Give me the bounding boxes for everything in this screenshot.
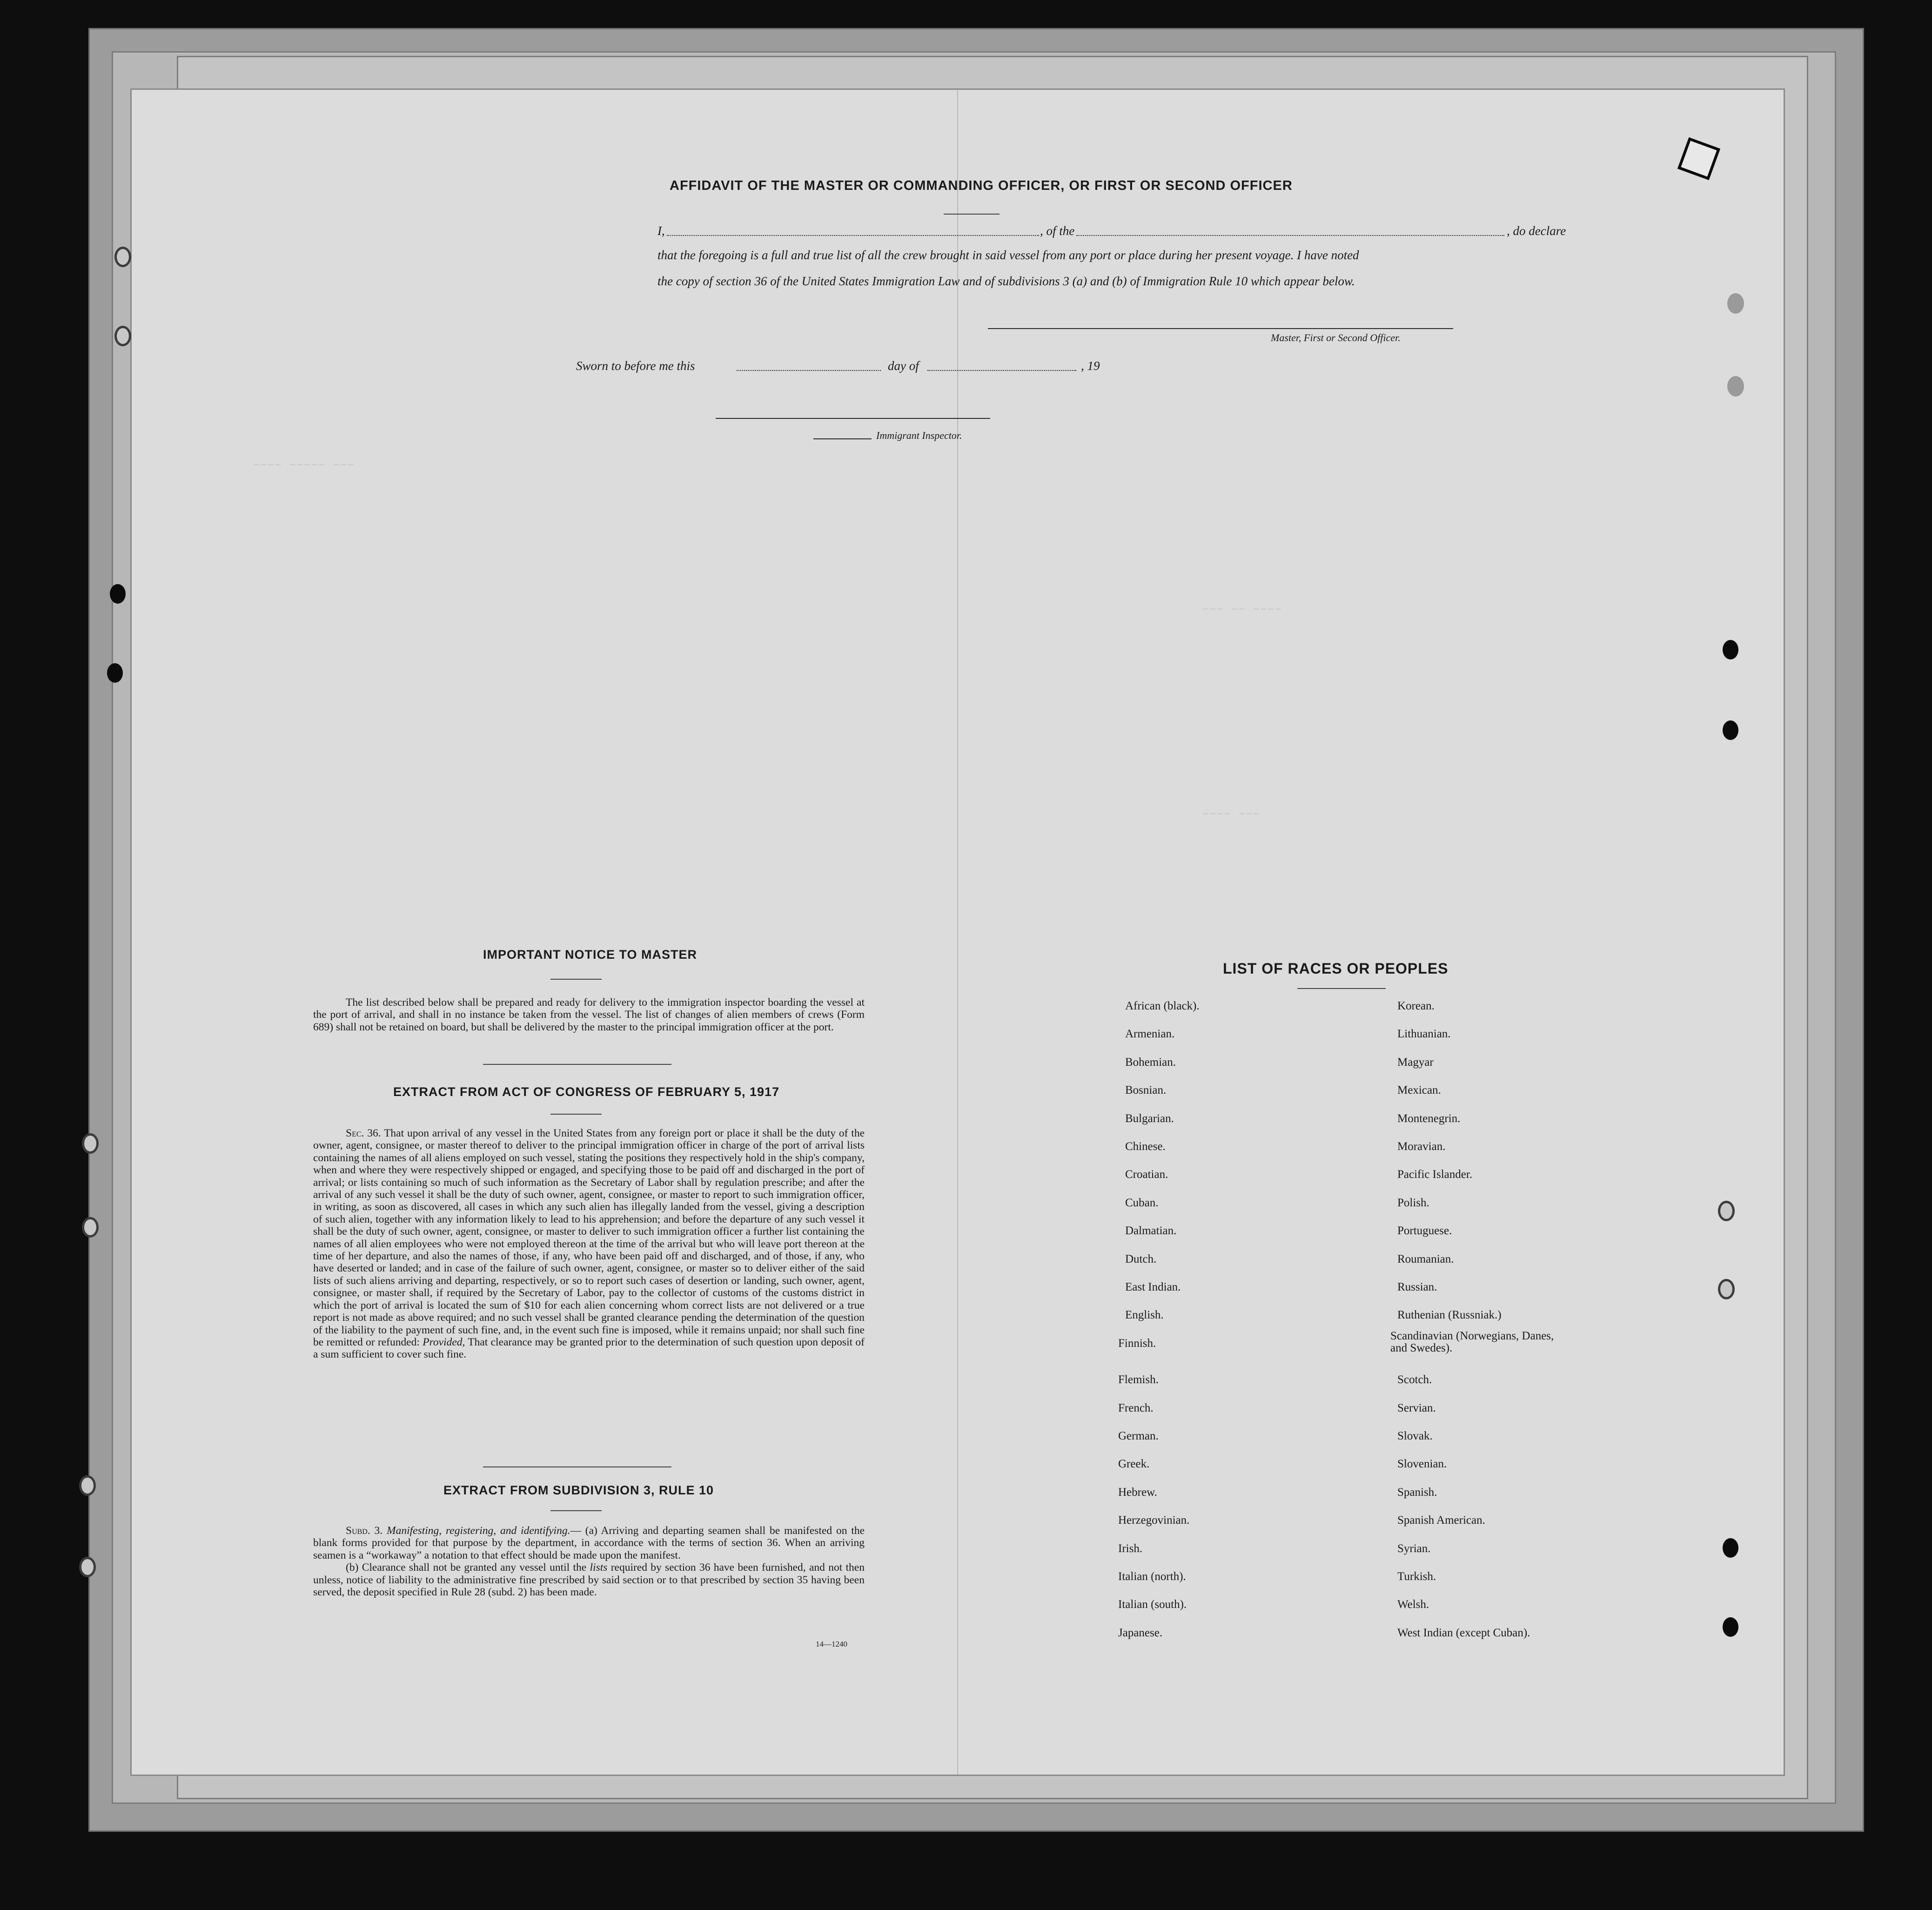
inspector-signature-line[interactable] bbox=[716, 418, 990, 419]
race-item: Bohemian. bbox=[1125, 1056, 1176, 1069]
race-item: Mexican. bbox=[1397, 1084, 1441, 1097]
declaration-row bbox=[657, 224, 1583, 242]
punch-hole bbox=[114, 326, 131, 346]
sworn-year-label: , 19 bbox=[1081, 359, 1100, 373]
punch-hole bbox=[114, 247, 131, 267]
race-item: Hebrew. bbox=[1118, 1486, 1157, 1499]
notice-paragraph: The list described below shall be prepared and ready for delivery to the immigration inspector boarding the vessel at the port of arrival, and shall in no instance be taken from the vessel. The list of changes of alien members of crews (Form 689) shall not be retained on board, but shall be delivered by the master to the principal immigration officer at the port. bbox=[313, 996, 865, 1033]
vessel-name-line[interactable] bbox=[1076, 235, 1504, 236]
race-item: Italian (north). bbox=[1118, 1570, 1186, 1583]
punch-hole bbox=[79, 1475, 96, 1496]
punch-hole bbox=[110, 584, 126, 604]
race-item: Slovak. bbox=[1397, 1430, 1433, 1442]
race-item: German. bbox=[1118, 1430, 1159, 1442]
race-item: Cuban. bbox=[1125, 1196, 1159, 1209]
race-item: French. bbox=[1118, 1401, 1154, 1414]
punch-hole bbox=[107, 663, 123, 683]
race-item: Pacific Islander. bbox=[1397, 1168, 1473, 1181]
race-item: African (black). bbox=[1125, 1000, 1200, 1012]
race-item: Polish. bbox=[1397, 1196, 1429, 1209]
master-signature-line[interactable] bbox=[988, 328, 1453, 329]
rule-text-b-suffix: required by section 36 have been furnished, and not then unless, notice of liability to the administrative fine prescribed by said section or to that prescribed by section 35 having been served, the deposit specified in Rule 28 (subd. 2) has been made. bbox=[313, 1561, 865, 1599]
punch-hole bbox=[1718, 1201, 1735, 1221]
race-item: East Indian. bbox=[1125, 1281, 1181, 1293]
form-number: 14—1240 bbox=[816, 1640, 847, 1648]
act-text bbox=[313, 1127, 865, 1361]
notice-text bbox=[313, 996, 865, 1033]
notice-heading-rule bbox=[550, 979, 602, 980]
decl-do-declare-label: , do declare bbox=[1507, 224, 1566, 238]
race-item: Slovenian. bbox=[1397, 1458, 1447, 1471]
lists-word: lists bbox=[590, 1561, 608, 1574]
race-item: Spanish. bbox=[1397, 1486, 1437, 1499]
declaration-text-1: that the foregoing is a full and true list of all the crew brought in said vessel from any port or place during her present voyage. I have noted bbox=[657, 248, 1359, 262]
inspector-signature-label: Immigrant Inspector. bbox=[876, 430, 962, 441]
races-title: LIST OF RACES OR PEOPLES bbox=[1223, 960, 1449, 977]
punch-hole bbox=[82, 1217, 99, 1237]
punch-hole bbox=[1723, 1617, 1738, 1637]
section-label: Sec. 36. bbox=[346, 1127, 381, 1139]
race-item: Italian (south). bbox=[1118, 1598, 1187, 1611]
notice-heading: IMPORTANT NOTICE TO MASTER bbox=[483, 948, 697, 962]
race-item: Russian. bbox=[1397, 1281, 1437, 1293]
rule-heading-rule bbox=[550, 1510, 602, 1511]
inspector-short-line bbox=[813, 438, 872, 439]
race-item: Flemish. bbox=[1118, 1373, 1159, 1386]
race-item: Portuguese. bbox=[1397, 1224, 1452, 1237]
race-item: Magyar bbox=[1397, 1056, 1434, 1069]
race-item: Bosnian. bbox=[1125, 1084, 1167, 1097]
punch-hole bbox=[1723, 1538, 1738, 1558]
punch-hole bbox=[1718, 1279, 1735, 1299]
race-item: Armenian. bbox=[1125, 1028, 1175, 1041]
punch-hole bbox=[1723, 640, 1738, 659]
subd-title: Manifesting, registering, and identifying. bbox=[387, 1525, 570, 1537]
race-item: Scandinavian (Norwegians, Danes, and Swedes). bbox=[1390, 1329, 1554, 1354]
sworn-row bbox=[576, 359, 1228, 377]
bleed-through-marks: ‒‒‒‒ ‒‒‒ bbox=[1202, 807, 1260, 820]
race-item: Moravian. bbox=[1397, 1140, 1446, 1153]
declaration-text-2: the copy of section 36 of the United States Immigration Law and of subdivisions 3 (a) and (b) of Immigration Rule 10 which appear below. bbox=[657, 274, 1355, 288]
race-item: Syrian. bbox=[1397, 1542, 1431, 1555]
race-item: Greek. bbox=[1118, 1458, 1150, 1471]
rule-heading: EXTRACT FROM SUBDIVISION 3, RULE 10 bbox=[443, 1483, 714, 1497]
race-item: Herzegovinian. bbox=[1118, 1514, 1190, 1527]
race-item: Dalmatian. bbox=[1125, 1224, 1177, 1237]
race-item: Spanish American. bbox=[1397, 1514, 1485, 1527]
race-item: English. bbox=[1125, 1309, 1164, 1322]
section-divider bbox=[483, 1466, 671, 1467]
decl-i-label: I, bbox=[657, 224, 665, 238]
master-signature-label: Master, First or Second Officer. bbox=[1271, 332, 1401, 343]
punch-hole bbox=[79, 1557, 96, 1577]
act-text-tail: That clearance may be granted prior to the determination of such question upon deposit of a sum sufficient to cover such fine. bbox=[313, 1336, 865, 1361]
race-item: Korean. bbox=[1397, 1000, 1435, 1012]
page-fold bbox=[957, 90, 958, 1775]
race-item: Turkish. bbox=[1397, 1570, 1436, 1583]
race-item: Lithuanian. bbox=[1397, 1028, 1451, 1041]
race-item: Japanese. bbox=[1118, 1626, 1163, 1639]
affidavit-title: AFFIDAVIT OF THE MASTER OR COMMANDING OFFICER, OR FIRST OR SECOND OFFICER bbox=[670, 178, 1293, 193]
race-item: Dutch. bbox=[1125, 1252, 1157, 1265]
act-heading-rule bbox=[550, 1114, 602, 1115]
rule-text-a: — (a) Arriving and departing seamen shall be manifested on the blank forms provided for that purpose by the department, in accordance with the terms of section 36. When an arriving seamen is a “workaway” a notation to that effect should be made upon the manifest. bbox=[313, 1525, 865, 1561]
race-item: Croatian. bbox=[1125, 1168, 1168, 1181]
rule-text bbox=[313, 1525, 865, 1598]
race-item: Scotch. bbox=[1397, 1373, 1432, 1386]
sworn-prefix-label: Sworn to before me this bbox=[576, 359, 695, 373]
race-item: West Indian (except Cuban). bbox=[1397, 1626, 1530, 1639]
sworn-day-of-label: day of bbox=[888, 359, 919, 373]
subd-label: Subd. 3. bbox=[346, 1525, 383, 1537]
bleed-through-marks: ‒‒‒ ‒‒ ‒‒‒‒ bbox=[1202, 602, 1282, 616]
race-item: Servian. bbox=[1397, 1401, 1436, 1414]
punch-hole bbox=[1727, 376, 1744, 397]
section-divider bbox=[483, 1064, 671, 1065]
race-item: Roumanian. bbox=[1397, 1252, 1454, 1265]
sworn-day-line[interactable] bbox=[737, 370, 881, 371]
act-heading: EXTRACT FROM ACT OF CONGRESS OF FEBRUARY 5, 1917 bbox=[393, 1085, 780, 1099]
race-item: Finnish. bbox=[1118, 1337, 1156, 1350]
sworn-month-line[interactable] bbox=[927, 370, 1076, 371]
race-item: Montenegrin. bbox=[1397, 1112, 1461, 1125]
bleed-through-marks: ‒‒‒‒ ‒‒‒‒‒ ‒‒‒ bbox=[253, 457, 355, 471]
race-item: Ruthenian (Russniak.) bbox=[1397, 1309, 1502, 1322]
race-item: Irish. bbox=[1118, 1542, 1143, 1555]
document-page bbox=[130, 88, 1785, 1776]
race-item: Welsh. bbox=[1397, 1598, 1429, 1611]
master-name-line[interactable] bbox=[667, 235, 1039, 236]
punch-hole bbox=[1723, 720, 1738, 740]
decl-of-the-label: , of the bbox=[1040, 224, 1075, 238]
title-rule bbox=[944, 214, 1000, 215]
race-item: Chinese. bbox=[1125, 1140, 1166, 1153]
provided-word: Provided, bbox=[423, 1336, 465, 1348]
race-item: Bulgarian. bbox=[1125, 1112, 1174, 1125]
punch-hole bbox=[1727, 293, 1744, 314]
punch-hole bbox=[82, 1133, 99, 1154]
act-text-main: That upon arrival of any vessel in the United States from any foreign port or place it shall be the duty of the owner, agent, consignee, or master thereof to deliver to the principal immigration officer in charge of the port of arrival lists containing the names of all aliens employed on such vessel, stating the positions they respectively hold in the ship's company, when and where they were respectively shipped or engaged, and specifying those to be paid off and discharged in the port of arrival; or lists containing so much of such information as the Secretary of Labor shall by regulation prescribe; and after the arrival of any such vessel it shall be the duty of such owner, agent, consignee, or master to report to such immigration officer, in writing, as soon as discovered, all cases in which any such alien has illegally landed from the vessel, giving a description of such alien, together with any information likely to lead to his apprehension; and before the departure of any such vessel it shall be the duty of such owner, agent, consignee, or master to deliver to such immigration officer a further list containing the names of all alien employees who were not employed thereon at the time of the arrival but who will leave port thereon at the time of her departure, and also the names of those, if any, who have been paid off and discharged, and of those, if any, who have deserted or landed; and in case of the failure of such owner, agent, consignee, or master so to deliver either of the said lists of such aliens arriving and departing, respectively, or so to report such cases of desertion or landing, such owner, agent, consignee, or master shall, if required by the Secretary of Labor, pay to the collector of customs of the customs district in which the port of arrival is located the sum of $10 for each alien concerning whom correct lists are not delivered or a true report is not made as above required; and no such vessel shall be granted clearance pending the determination of the question of the liability to the payment of such fine, and, in the event such fine is imposed, while it remains unpaid; nor shall such fine be remitted or refunded: bbox=[313, 1127, 865, 1348]
races-title-rule bbox=[1297, 988, 1386, 989]
rule-text-b-prefix: (b) Clearance shall not be granted any vessel until the bbox=[346, 1561, 587, 1574]
